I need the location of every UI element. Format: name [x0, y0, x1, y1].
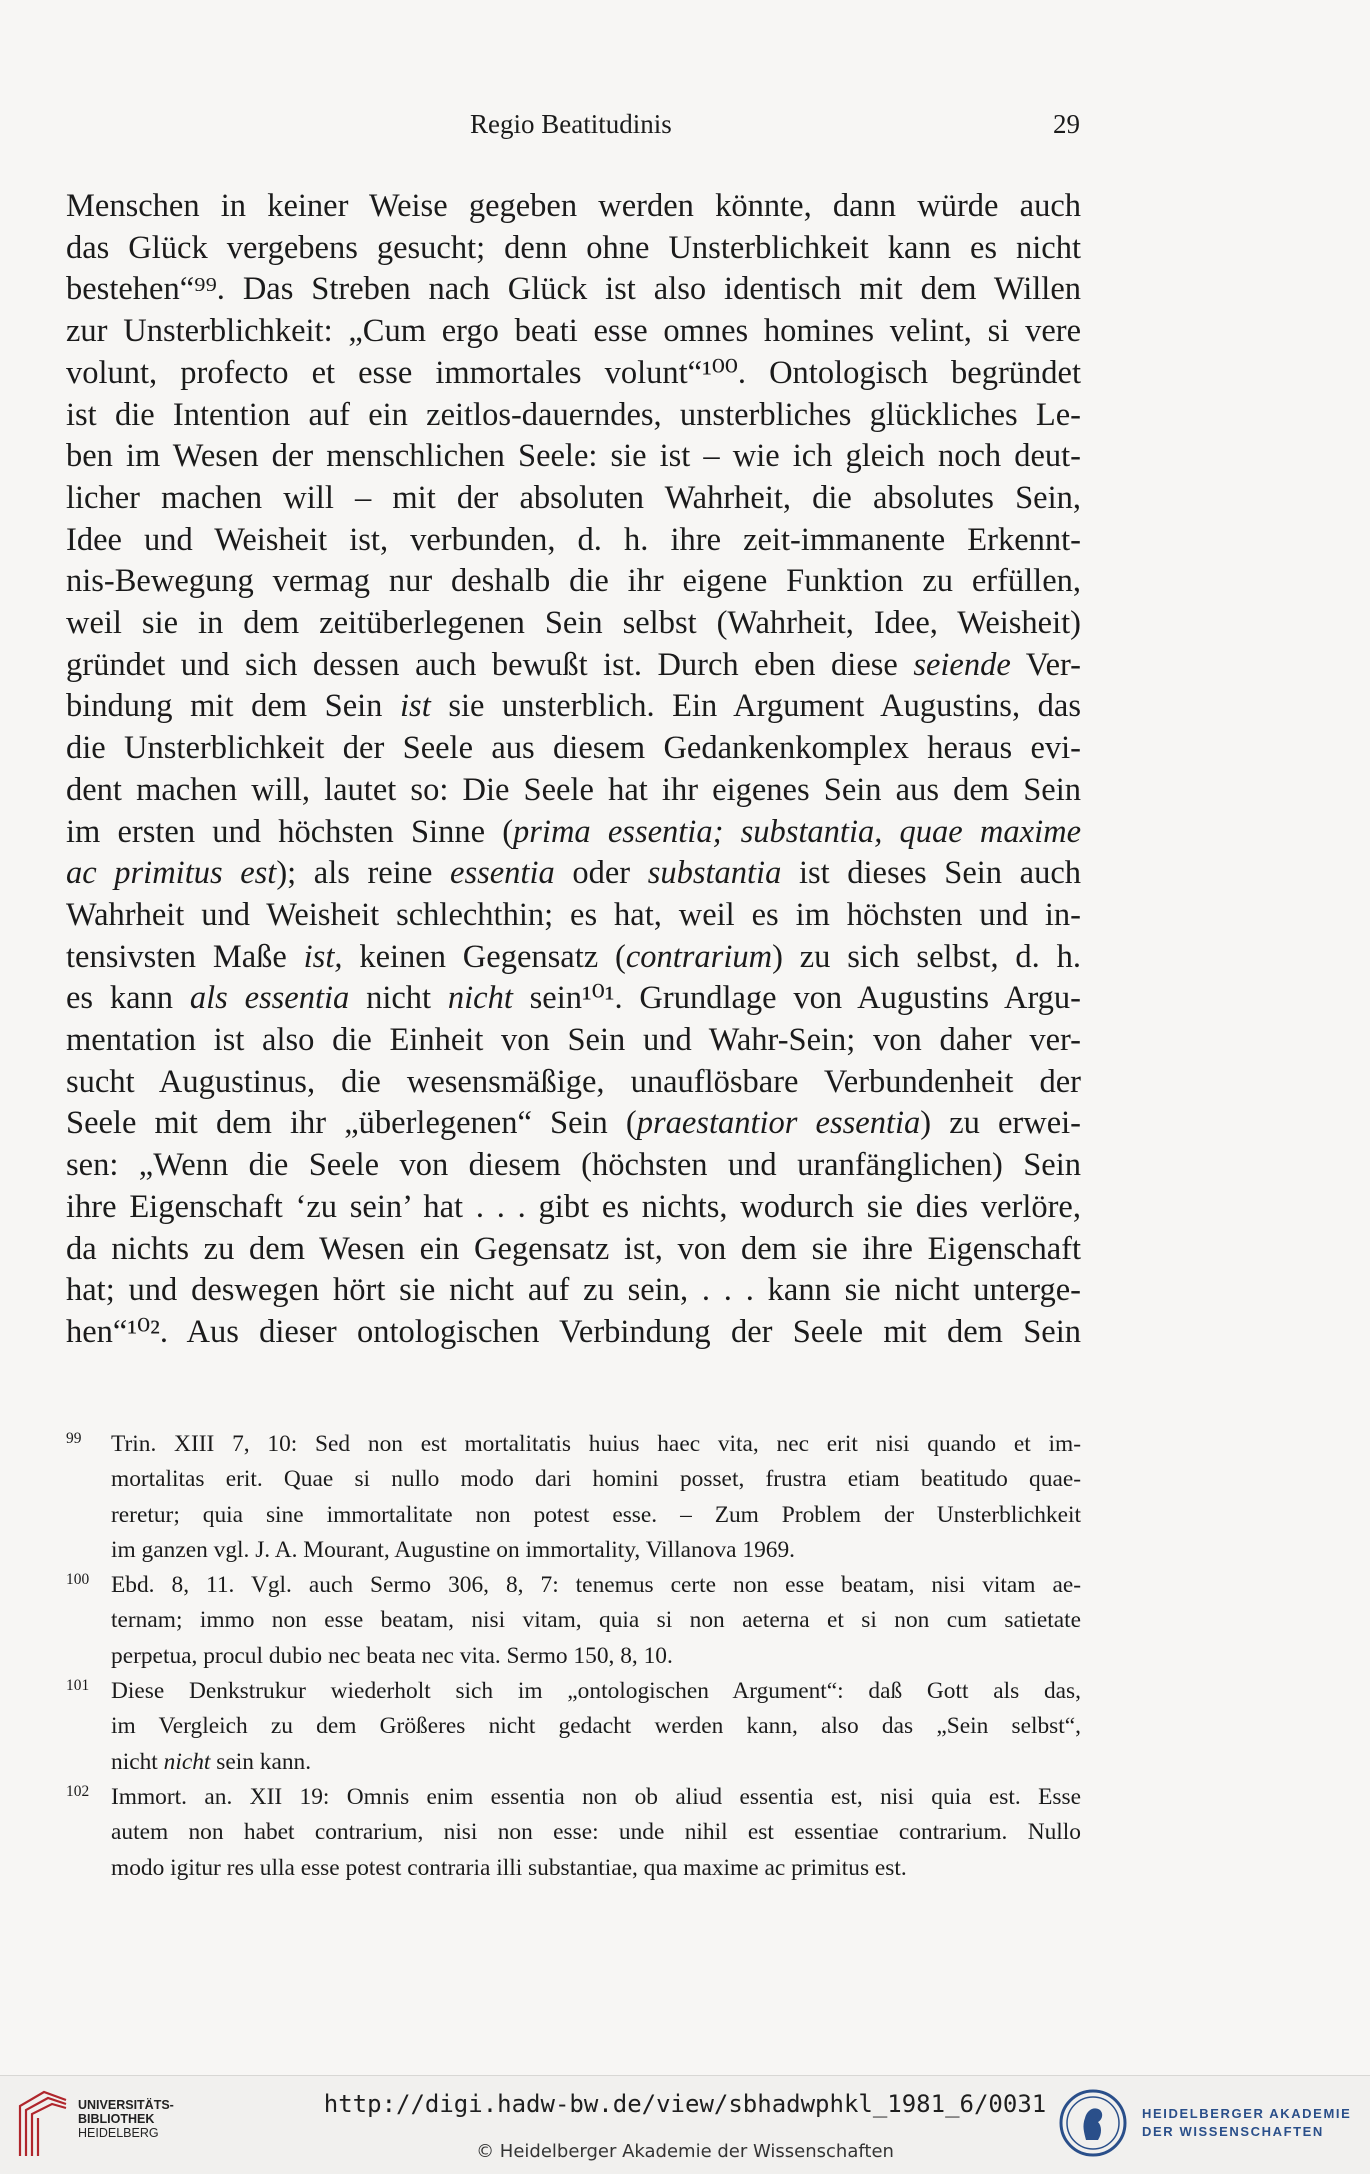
footnote-line: reretur; quia sine immortalitate non potest esse. – Zum Problem der Unsterblichkeit	[111, 1501, 1081, 1528]
body-line: Wahrheit und Weisheit schlechthin; es hat, weil es im höchsten und in-	[66, 896, 1081, 933]
body-line: bindung mit dem Sein ist sie unsterblich. Ein Argument Augustins, das	[66, 688, 1081, 725]
body-line: gründet und sich dessen auch bewußt ist. Durch eben diese seiende Ver-	[66, 646, 1081, 683]
body-line: mentation ist also die Einheit von Sein und Wahr-Sein; von daher ver-	[66, 1022, 1081, 1059]
body-line: im ersten und höchsten Sinne (prima essentia; substantia, quae maxime	[66, 813, 1081, 850]
body-line: es kann als essentia nicht nicht sein¹⁰¹. Grundlage von Augustins Argu-	[66, 980, 1082, 1017]
body-line: zur Unsterblichkeit: „Cum ergo beati esse omnes homines velint, si vere	[66, 313, 1081, 350]
library-line-2: BIBLIOTHEK	[78, 2112, 155, 2126]
body-line: ben im Wesen der menschlichen Seele: sie ist – wie ich gleich noch deut-	[66, 438, 1081, 475]
body-line: Menschen in keiner Weise gegeben werden könnte, dann würde auch	[66, 188, 1081, 224]
academy-line-1: HEIDELBERGER AKADEMIE	[1142, 2106, 1352, 2121]
body-line: nis-Bewegung vermag nur deshalb die ihr eigene Funktion zu erfüllen,	[66, 563, 1081, 600]
footnote-line: perpetua, procul dubio nec beata nec vita. Sermo 150, 8, 10.	[111, 1642, 673, 1669]
body-line: ac primitus est); als reine essentia oder substantia ist dieses Sein auch	[66, 855, 1081, 892]
footnote-line: nicht nicht sein kann.	[111, 1748, 312, 1775]
footnote-line: ternam; immo non esse beatam, nisi vitam, quia si non aeterna et si non cum satietate	[111, 1607, 1081, 1634]
body-text	[66, 186, 1081, 1354]
library-line-1: UNIVERSITÄTS-	[78, 2098, 174, 2112]
footnote-line: Trin. XIII 7, 10: Sed non est mortalitatis huius haec vita, nec erit nisi quando et im-	[111, 1431, 1081, 1457]
viewer-footer	[0, 2075, 1370, 2174]
footnote	[66, 1427, 1081, 1568]
body-line: sen: „Wenn die Seele von diesem (höchsten und uranfänglichen) Sein	[66, 1147, 1081, 1184]
permalink-url[interactable]: http://digi.hadw-bw.de/view/sbhadwphkl_1981_6/0031	[323, 2090, 1047, 2118]
academy-line-2: DER WISSENSCHAFTEN	[1142, 2124, 1324, 2139]
body-line: Seele mit dem ihr „überlegenen“ Sein (praestantior essentia) zu erwei-	[66, 1105, 1081, 1142]
footnote-line: im Vergleich zu dem Größeres nicht gedacht werden kann, also das „Sein selbst“,	[111, 1713, 1081, 1740]
page-number: 29	[1053, 109, 1080, 139]
academy-seal-icon	[1058, 2088, 1128, 2158]
body-line: das Glück vergebens gesucht; denn ohne Unsterblichkeit kann es nicht	[66, 229, 1081, 266]
body-line: licher machen will – mit der absoluten Wahrheit, die absolutes Sein,	[66, 479, 1081, 516]
footnote-number: 101	[66, 1677, 90, 1695]
footnote-line: Ebd. 8, 11. Vgl. auch Sermo 306, 8, 7: tenemus certe non esse beatam, nisi vitam ae-	[111, 1572, 1081, 1599]
footnote-line: Immort. an. XII 19: Omnis enim essentia non ob aliud essentia est, nisi quia est. Esse	[111, 1783, 1081, 1810]
footnote-line: autem non habet contrarium, nisi non esse: unde nihil est essentiae contrarium. Nullo	[111, 1819, 1081, 1846]
body-line: ist die Intention auf ein zeitlos-dauerndes, unsterbliches glückliches Le-	[66, 396, 1081, 433]
footnote-line: mortalitas erit. Quae si nullo modo dari homini posset, frustra etiam beatitudo quae-	[111, 1466, 1081, 1493]
footnote-line: modo igitur res ulla esse potest contraria illi substantiae, qua maxime ac primitus est.	[111, 1854, 907, 1881]
running-head-title: Regio Beatitudinis	[470, 109, 672, 139]
footnote-line: im ganzen vgl. J. A. Mourant, Augustine on immortality, Villanova 1969.	[111, 1536, 796, 1563]
footnote	[66, 1568, 1081, 1674]
body-line: sucht Augustinus, die wesensmäßige, unauflösbare Verbundenheit der	[66, 1063, 1081, 1100]
library-line-3: HEIDELBERG	[78, 2126, 159, 2140]
footnote-number: 99	[66, 1430, 82, 1447]
copyright-notice: © Heidelberger Akademie der Wissenschaften	[476, 2141, 894, 2162]
footnote-line: Diese Denkstrukur wiederholt sich im „ontologischen Argument“: daß Gott als das,	[111, 1678, 1081, 1705]
body-line: volunt, profecto et esse immortales volunt“¹⁰⁰. Ontologisch begründet	[66, 354, 1081, 391]
body-line: ihre Eigenschaft ‘zu sein’ hat . . . gibt es nichts, wodurch sie dies verlöre,	[66, 1188, 1081, 1225]
footnote	[66, 1780, 1081, 1886]
footnotes	[66, 1427, 1081, 1886]
footnote	[66, 1674, 1081, 1780]
footnote-number: 102	[66, 1782, 90, 1800]
running-head	[0, 109, 1370, 149]
academy-name	[1142, 2105, 1351, 2141]
footnote-number: 100	[66, 1571, 90, 1589]
body-line: bestehen“⁹⁹. Das Streben nach Glück ist also identisch mit dem Willen	[66, 271, 1081, 308]
body-line: dent machen will, lautet so: Die Seele hat ihr eigenes Sein aus dem Sein	[66, 771, 1081, 808]
body-line: hen“¹⁰². Aus dieser ontologischen Verbindung der Seele mit dem Sein	[66, 1313, 1081, 1350]
body-line: weil sie in dem zeitüberlegenen Sein selbst (Wahrheit, Idee, Weisheit)	[66, 605, 1081, 642]
body-line: die Unsterblichkeit der Seele aus diesem Gedankenkomplex heraus evi-	[66, 730, 1081, 767]
body-line: Idee und Weisheit ist, verbunden, d. h. ihre zeit-immanente Erkennt-	[66, 521, 1081, 558]
body-line: da nichts zu dem Wesen ein Gegensatz ist, von dem sie ihre Eigenschaft	[66, 1230, 1081, 1267]
body-line: tensivsten Maße ist, keinen Gegensatz (contrarium) zu sich selbst, d. h.	[66, 938, 1081, 975]
body-line: hat; und deswegen hört sie nicht auf zu sein, . . . kann sie nicht unterge-	[66, 1272, 1081, 1309]
